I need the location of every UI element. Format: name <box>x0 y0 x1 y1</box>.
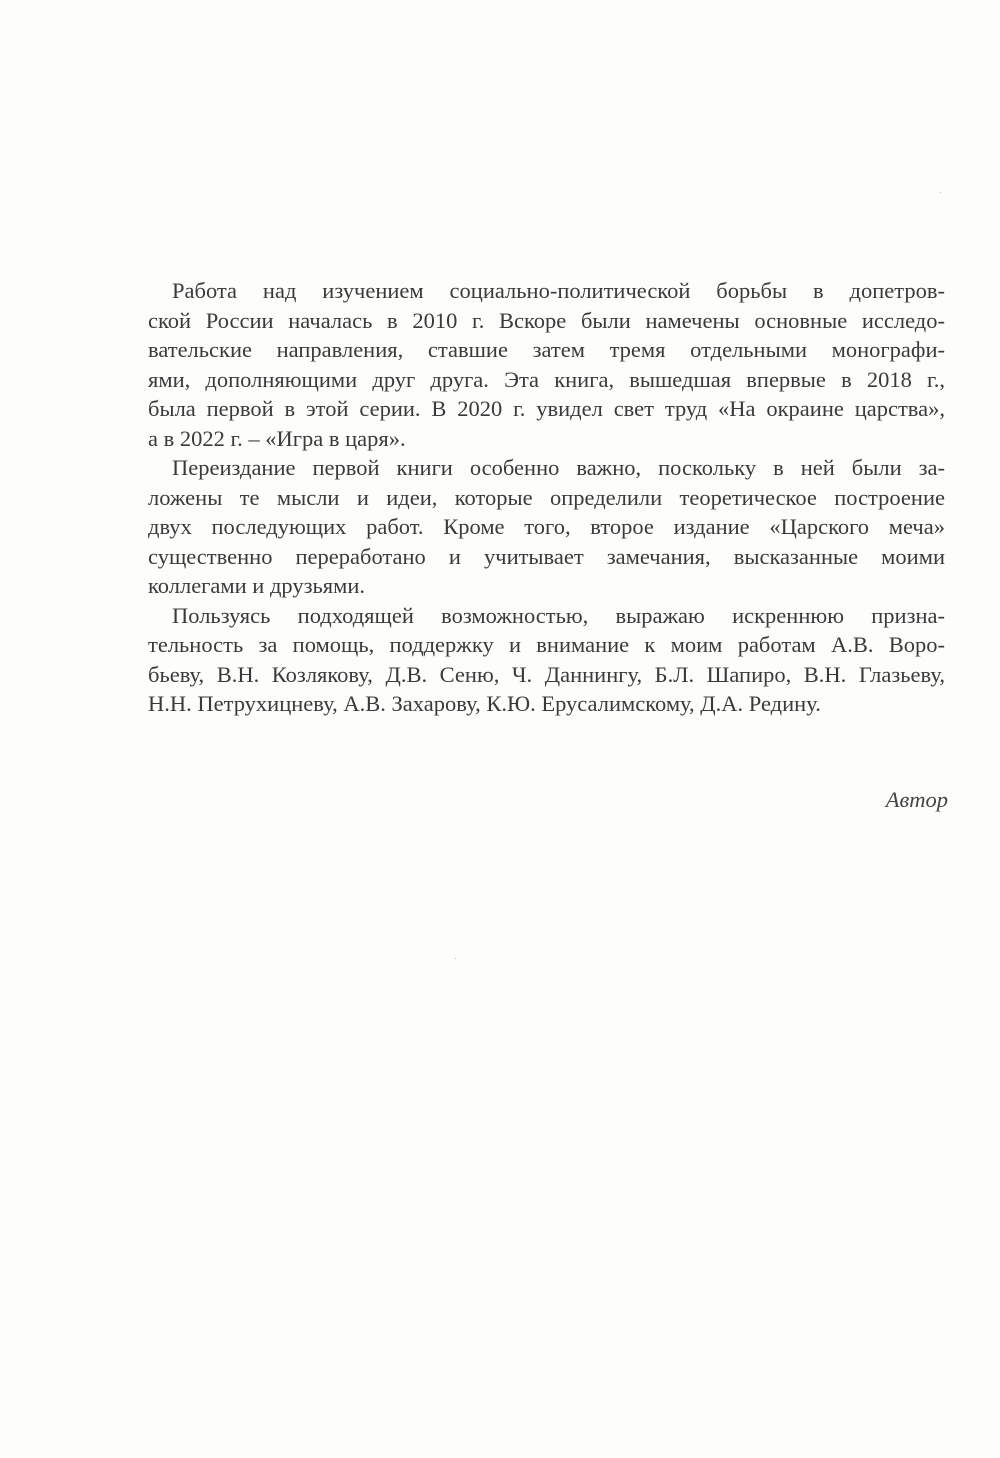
text-line: Н.Н. Петрухицневу, А.В. Захарову, К.Ю. Ерусалимскому, Д.А. Редину. <box>148 691 821 716</box>
text-line: существенно переработано и учитывает замечания, высказанные моими <box>148 543 945 569</box>
text-line: коллегами и друзьями. <box>148 573 366 598</box>
text-line: ложены те мысли и идеи, которые определили теоретическое построение <box>148 484 945 510</box>
text-line: а в 2022 г. – «Игра в царя». <box>148 425 406 451</box>
text-line: ской России началась в 2010 г. Вскоре были намечены основные исследо- <box>148 307 945 333</box>
paragraph-3 <box>148 601 945 719</box>
text-line: Переиздание первой книги особенно важно, поскольку в ней были за- <box>172 455 945 480</box>
text-line: была первой в этой серии. В 2020 г. увидел свет труд «На окраине царства», <box>148 396 945 421</box>
preface-text <box>148 276 945 719</box>
author-signature: Автор <box>885 787 948 812</box>
text-line: Работа над изучением социально-политической борьбы в допетров- <box>172 278 945 303</box>
scan-speck <box>455 958 456 959</box>
text-line: бьеву, В.Н. Козлякову, Д.В. Сеню, Ч. Даннингу, Б.Л. Шапиро, В.Н. Глазьеву, <box>148 661 945 687</box>
text-line: ями, дополняющими друг друга. Эта книга, вышедшая впервые в 2018 г., <box>148 366 945 392</box>
text-line: Пользуясь подходящей возможностью, выражаю искреннюю призна- <box>172 602 945 628</box>
paragraph-2 <box>148 453 945 601</box>
scan-speck <box>940 192 941 193</box>
text-line: двух последующих работ. Кроме того, второе издание «Царского меча» <box>148 514 945 539</box>
text-line: вательские направления, ставшие затем тремя отдельными монографи- <box>148 337 945 362</box>
text-line: тельность за помощь, поддержку и внимание к моим работам А.В. Воро- <box>148 632 945 657</box>
paragraph-1 <box>148 276 945 453</box>
